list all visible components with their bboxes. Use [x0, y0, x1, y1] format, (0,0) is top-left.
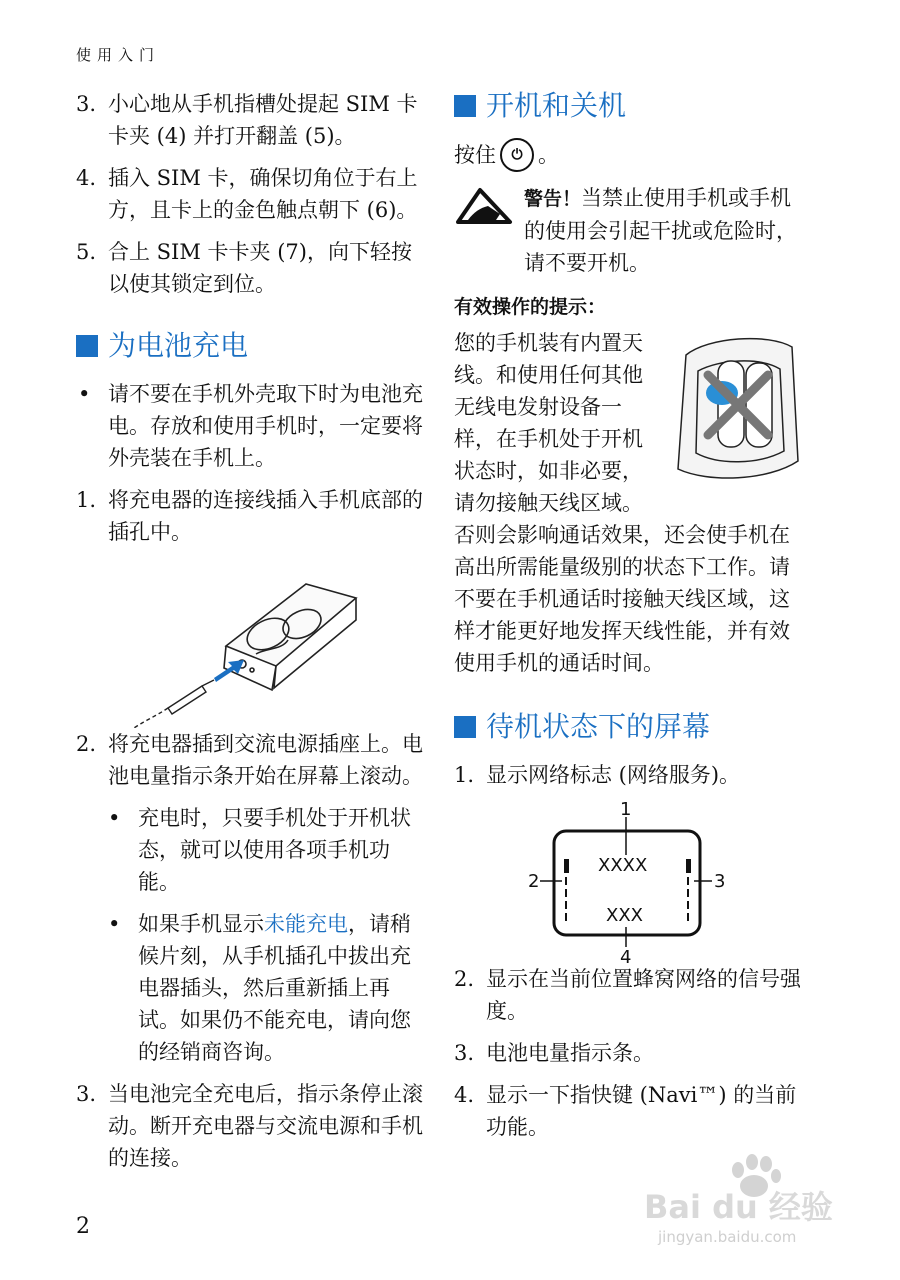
- heading-square-icon: [454, 716, 476, 738]
- antenna-touch-illustration: [668, 331, 802, 487]
- step-text: 将充电器插到交流电源插座上。电池电量指示条开始在屏幕上滚动。: [108, 732, 423, 788]
- press-end: 。: [538, 143, 559, 167]
- label-1: 1: [620, 801, 632, 820]
- warning-hand-icon: [454, 182, 524, 279]
- charge-step-3: [76, 1078, 428, 1174]
- heading-text: 为电池充电: [108, 329, 249, 362]
- step-text: 插入 SIM 卡，确保切角位于右上方，且卡上的金色触点朝下 (6)。: [108, 166, 418, 222]
- heading-standby-screen: [454, 707, 802, 747]
- battery-bars: [687, 877, 689, 921]
- standby-item-4: [454, 1079, 802, 1143]
- sub-bullet-not-charging: [106, 908, 428, 1068]
- bullet-icon: •: [78, 382, 91, 406]
- step-text: 合上 SIM 卡卡夹 (7)，向下轻按以使其锁定到位。: [108, 240, 412, 296]
- not-charging-term: 未能充电: [264, 912, 348, 936]
- step-text: 显示网络标志 (网络服务)。: [486, 763, 741, 787]
- warning-box: [454, 182, 802, 279]
- warning-text: 当禁止使用手机或手机的使用会引起干扰或危险时，请不要开机。: [524, 186, 797, 275]
- softkey-text: XXX: [606, 905, 643, 926]
- left-column: [76, 88, 428, 1184]
- label-3: 3: [714, 871, 726, 892]
- step-3: [76, 88, 428, 152]
- step-text: 小心地从手机指槽处提起 SIM 卡卡夹 (4) 并打开翻盖 (5)。: [108, 92, 418, 148]
- press-power-instruction: [454, 138, 802, 172]
- heading-text: 开机和关机: [486, 89, 627, 122]
- step-5: [76, 236, 428, 300]
- heading-charge-battery: [76, 326, 428, 366]
- tips-title: 有效操作的提示：: [454, 296, 607, 318]
- page-number: 2: [76, 1214, 90, 1239]
- label-4: 4: [620, 947, 632, 963]
- step-text: 电池电量指示条。: [486, 1041, 654, 1065]
- charger-connection-illustration: [76, 558, 428, 728]
- sub-bullet-usage: [106, 802, 428, 898]
- bullet-text-after: ，请稍候片刻，从手机插孔中拔出充电器插头，然后重新插上再试。如果仍不能充电，请向您的经销商咨询。: [138, 912, 411, 1064]
- right-column: [454, 86, 802, 1153]
- step-number: 1.: [76, 488, 97, 512]
- running-header: 使用入门: [76, 46, 161, 64]
- press-text: 按住: [454, 143, 496, 167]
- step-4: [76, 162, 428, 226]
- step-text: 将充电器的连接线插入手机底部的插孔中。: [108, 488, 423, 544]
- insert-arrow-icon: [214, 660, 244, 682]
- battery-bar-top: [686, 859, 691, 873]
- step-number: 3.: [76, 1082, 97, 1106]
- step-number: 3.: [454, 1041, 475, 1065]
- step-text: 显示一下指快键 (Navi™) 的当前功能。: [486, 1083, 797, 1139]
- bullet-text-before: 如果手机显示: [138, 912, 264, 936]
- heading-square-icon: [76, 335, 98, 357]
- heading-text: 待机状态下的屏幕: [486, 710, 711, 743]
- standby-item-2: [454, 963, 802, 1027]
- bullet-cover-warning: [76, 378, 428, 474]
- step-number: 4.: [454, 1083, 475, 1107]
- warning-label: 警告！: [524, 188, 582, 210]
- standby-item-1: [454, 759, 802, 791]
- baidu-jingyan-watermark: [644, 1148, 864, 1248]
- bullet-icon: •: [108, 806, 121, 830]
- network-name-text: XXXX: [598, 855, 648, 876]
- power-key-icon: ⏻: [500, 138, 534, 172]
- heading-square-icon: [454, 95, 476, 117]
- tips-text: 您的手机装有内置天线。和使用任何其他无线电发射设备一样，在手机处于开机状态时，如非必要，请勿接触天线区域。否则会影响通话效果，还会使手机在高出所需能量级别的状态下工作。请不要在手机通话时接触天线区域，这样才能更好地发挥天线性能，并有效使用手机的通话时间。: [454, 331, 790, 675]
- step-text: 显示在当前位置蜂窝网络的信号强度。: [486, 967, 801, 1023]
- signal-bars: [565, 877, 567, 921]
- charge-step-1: [76, 484, 428, 548]
- tips-paragraph: [454, 327, 802, 679]
- watermark-url: jingyan.baidu.com: [658, 1228, 797, 1246]
- signal-bar-top: [564, 859, 569, 873]
- watermark-brand: Bai du 经验: [644, 1188, 833, 1226]
- charge-step-2: [76, 728, 428, 792]
- step-number: 1.: [454, 763, 475, 787]
- step-number: 5.: [76, 240, 97, 264]
- label-2: 2: [528, 871, 540, 892]
- step-number: 4.: [76, 166, 97, 190]
- standby-screen-diagram: [454, 801, 802, 963]
- step-text: 当电池完全充电后，指示条停止滚动。断开充电器与交流电源和手机的连接。: [108, 1082, 423, 1170]
- bullet-text: 请不要在手机外壳取下时为电池充电。存放和使用手机时，一定要将外壳装在手机上。: [108, 382, 423, 470]
- step-number: 2.: [454, 967, 475, 991]
- bullet-text: 充电时，只要手机处于开机状态，就可以使用各项手机功能。: [138, 806, 411, 894]
- standby-item-3: [454, 1037, 802, 1069]
- heading-power-on-off: [454, 86, 802, 126]
- bullet-icon: •: [108, 912, 121, 936]
- step-number: 3.: [76, 92, 97, 116]
- step-number: 2.: [76, 732, 97, 756]
